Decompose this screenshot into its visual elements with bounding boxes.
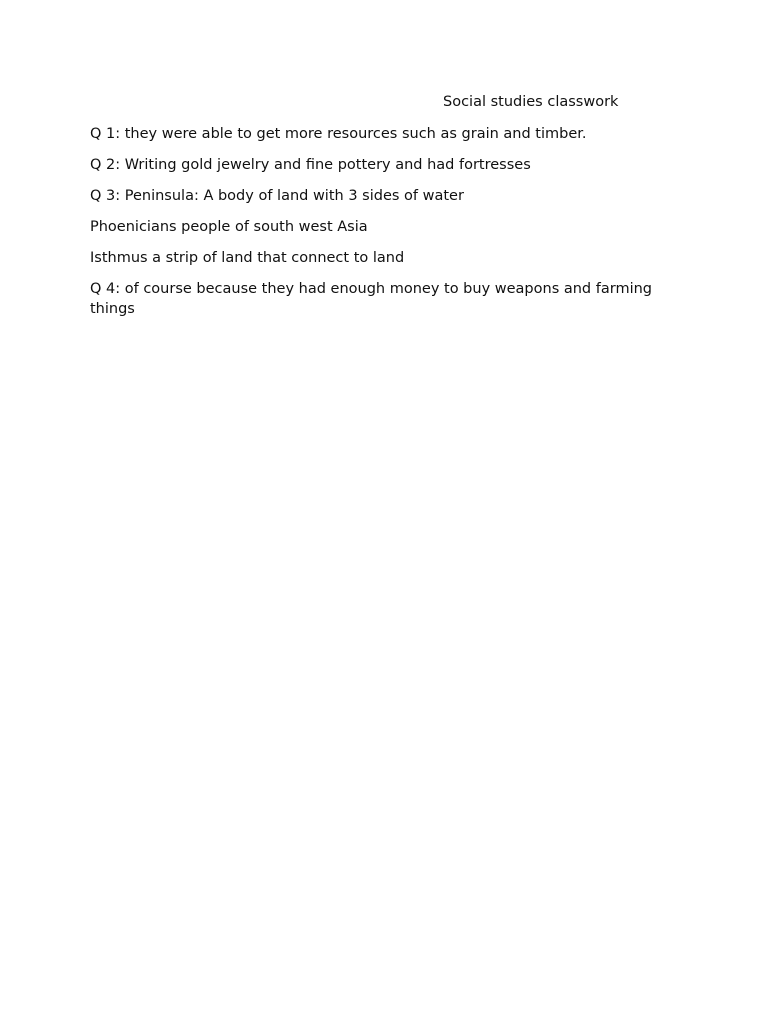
note-phoenicians: Phoenicians people of south west Asia — [90, 219, 368, 235]
answer-q3: Q 3: Peninsula: A body of land with 3 sides of water — [90, 188, 464, 204]
note-isthmus: Isthmus a strip of land that connect to land — [90, 250, 405, 266]
answer-q4: Q 4: of course because they had enough money to buy weapons and farming things — [90, 281, 652, 317]
answer-q1: Q 1: they were able to get more resources such as grain and timber. — [90, 126, 587, 142]
answer-q2: Q 2: Writing gold jewelry and fine pottery and had fortresses — [90, 157, 531, 173]
document-body — [90, 124, 690, 330]
document-title: Social studies classwork — [443, 94, 619, 110]
